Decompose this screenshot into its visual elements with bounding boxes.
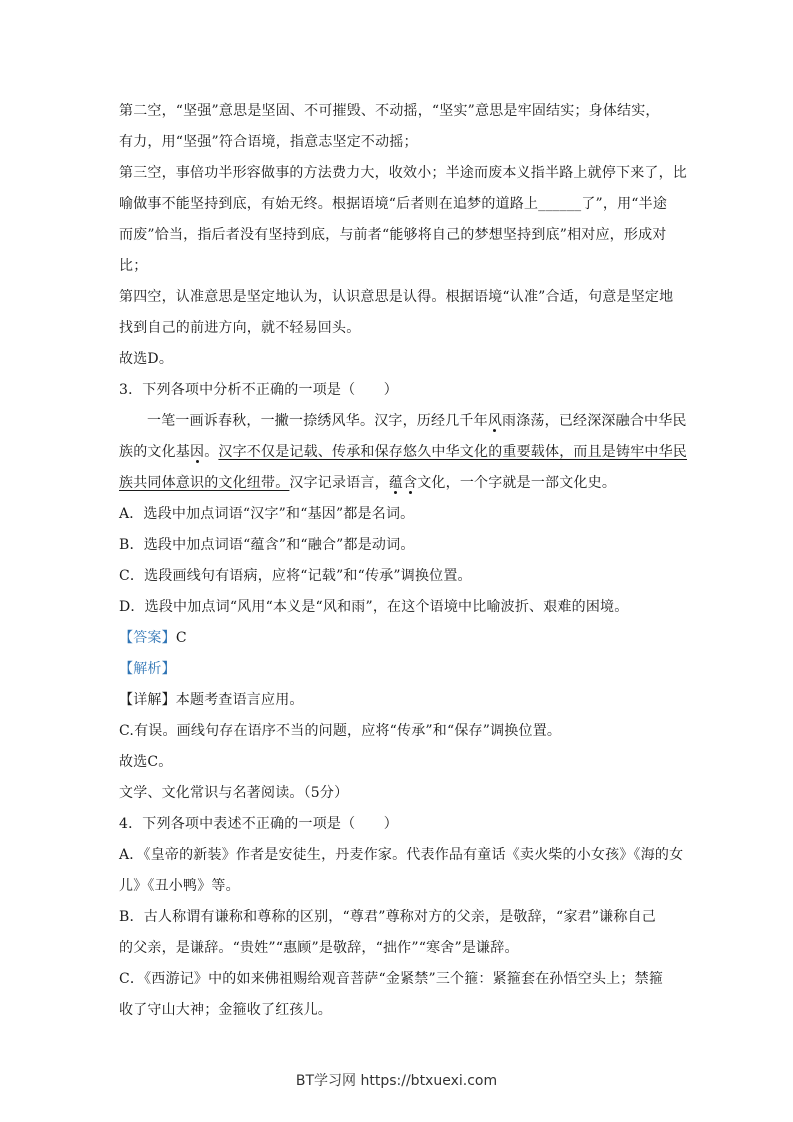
q3-detail-2: C.有误。画线句存在语序不当的问题，应将“传承”和“保存”调换位置。 [119,723,562,739]
q3-option-d: D．选段中加点词“风用“本义是“风和雨”，在这个语境中比喻波折、艰难的困境。 [119,599,629,615]
q3-detail: 【详解】本题考查语言应用。 [119,692,304,708]
q4-option-c-line-1: C．《西游记》中的如来佛祖赐给观音菩萨“金紧禁”三个箍：紧箍套在孙悟空头上；禁箍 [119,971,664,987]
q4-option-a-line-2: 儿》《丑小鸭》等。 [119,878,240,894]
q3-stem: 3．下列各项中分析不正确的一项是（ ） [119,382,398,398]
q3-option-c: C．选段画线句有语病，应将“记载”和“传承”调换位置。 [119,568,472,584]
q4-option-b-line-2: 的父亲，是谦辞。“贵姓”“惠顾”是敬辞，“拙作”“寒舍”是谦辞。 [119,940,519,956]
answer-value: C [175,630,187,646]
answer-label: 【答案】 [119,630,176,646]
q2-conclusion: 故选D。 [119,351,174,367]
passage-text: 文化，一个字就是一部文化史。 [417,475,617,491]
q4-option-b-line-1: B．古人称谓有谦称和尊称的区别，“尊君”尊称对方的父亲，是敬辞，“家君”谦称自己 [119,909,656,925]
q2-explanation-line-2: 有力，用“坚强”符合语境，指意志坚定不动摇； [119,134,418,150]
passage-text: 汉字记录语言， [289,475,389,491]
q3-analysis-label: 【解析】 [119,661,176,677]
q4-stem: 4．下列各项中表述不正确的一项是（ ） [119,816,398,832]
q3-passage-line-2 [119,437,688,468]
q2-explanation-line-4: 喻做事不能坚持到底，有始无终。根据语境“后者则在追梦的道路上______了”，用“半途 [119,196,668,212]
q2-explanation-line-7: 第四空，认准意思是坚定地认为，认识意思是认得。根据语境“认准”合适，句意是坚定地 [119,289,674,305]
section-heading: 文学、文化常识与名著阅读。（5分） [119,785,349,801]
dotted-char: 因 [190,444,205,460]
q4-option-a-line-1: A．《皇帝的新装》作者是安徒生，丹麦作家。代表作品有童话《卖火柴的小女孩》《海的女 [119,847,684,863]
q2-explanation-line-3: 第三空，事倍功半形容做事的方法费力大，收效小；半途而废本义指半路上就停下来了，比 [119,165,687,181]
passage-text: 一笔一画诉春秋，一撇一捺绣风华。汉字，历经几千年 [147,413,488,429]
passage-text: 。 [204,444,219,460]
q3-passage-line-3 [119,468,679,499]
q3-option-b: B．选段中加点词语“蕴含”和“融合”都是动词。 [119,537,415,553]
dotted-char: 风 [487,413,503,429]
q3-conclusion: 故选C。 [119,754,173,770]
page-footer: BT学习网 https://btxuexi.com [295,1073,498,1089]
document-body [119,96,688,1026]
q2-explanation-line-6: 比； [119,258,148,274]
passage-text: 族的文化基 [119,444,190,460]
dotted-char: 含 [403,475,418,491]
q2-explanation-line-1: 第二空，“坚强”意思是坚固、不可摧毁、不动摇，“坚实”意思是牢固结实；身体结实， [119,103,660,119]
q2-explanation-line-8: 找到自己的前进方向，就不轻易回头。 [119,320,361,336]
q3-option-a: A．选段中加点词语“汉字”和“基因”都是名词。 [119,506,415,522]
q3-answer [119,623,679,654]
passage-text: 雨涤荡，已经深深融合中华民 [502,413,687,429]
q3-passage-line-1 [119,406,687,437]
underlined-sentence: 族共同体意识的文化纽带。 [119,475,290,491]
q4-option-c-line-2: 收了守山大神；金箍收了红孩儿。 [119,1002,332,1018]
underlined-sentence: 汉字不仅是记载、传承和保存悠久中华文化的重要载体，而且是铸牢中华民 [218,444,688,460]
dotted-char: 蕴 [388,475,404,491]
q2-explanation-line-5: 而废”恰当，指后者没有坚持到底，与前者“能够将自己的梦想坚持到底”相对应，形成对 [119,227,667,243]
